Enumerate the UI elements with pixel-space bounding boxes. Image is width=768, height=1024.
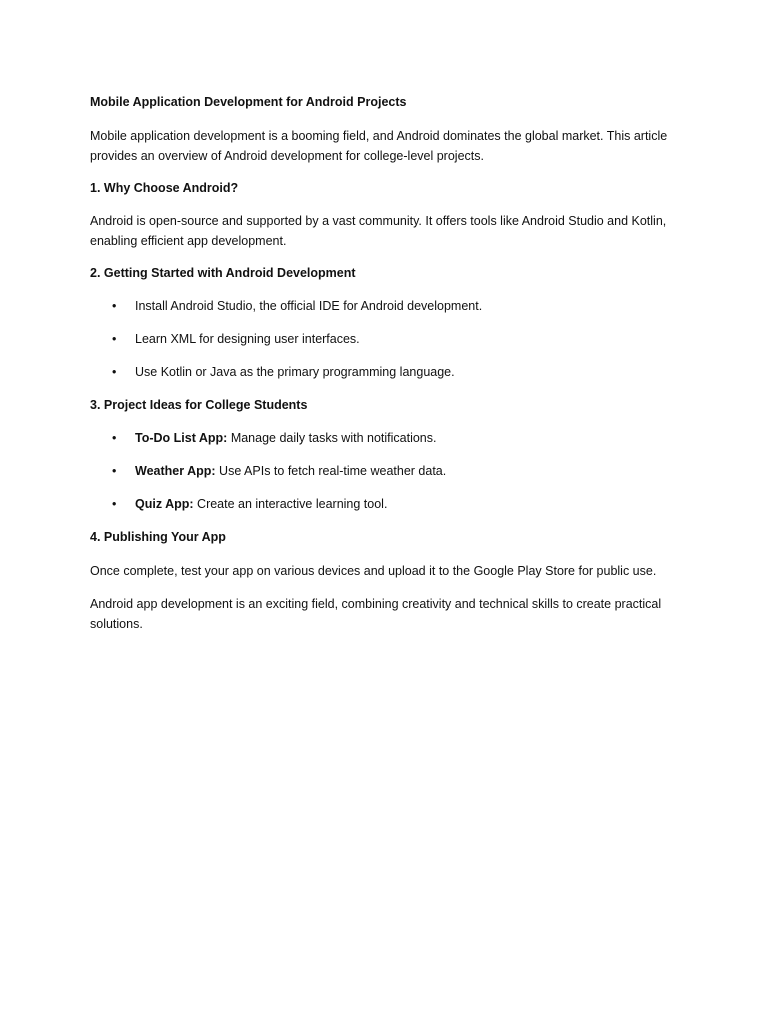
section-heading-project-ideas: 3. Project Ideas for College Students: [90, 398, 308, 412]
list-item: [90, 462, 678, 480]
list-item-term: To-Do List App:: [135, 431, 228, 445]
intro-paragraph: Mobile application development is a booming field, and Android dominates the global market. This article provides an overview of Android development for college-level projects.: [90, 129, 668, 163]
bullet-icon: •: [112, 365, 117, 379]
bullet-icon: •: [112, 431, 117, 445]
list-item-term: Weather App:: [135, 464, 216, 478]
bullet-icon: •: [112, 497, 117, 511]
document-title: Mobile Application Development for Android Projects: [90, 95, 407, 109]
bullet-icon: •: [112, 464, 117, 478]
list-item: [90, 495, 678, 513]
list-item: [90, 429, 678, 447]
list-item-text: Use Kotlin or Java as the primary programming language.: [135, 365, 455, 379]
list-item-text: Manage daily tasks with notifications.: [227, 431, 437, 445]
project-ideas-list: [90, 429, 678, 513]
why-android-paragraph: Android is open-source and supported by a vast community. It offers tools like Android Studio and Kotlin, enabling efficient app development.: [90, 214, 667, 248]
section-heading-getting-started: 2. Getting Started with Android Development: [90, 266, 356, 280]
list-item-text: Use APIs to fetch real-time weather data.: [215, 464, 447, 478]
publishing-paragraph: Once complete, test your app on various devices and upload it to the Google Play Store for public use.: [90, 564, 657, 578]
list-item-term: Quiz App:: [135, 497, 194, 511]
getting-started-list: [90, 297, 678, 381]
list-item-text: Create an interactive learning tool.: [193, 497, 388, 511]
bullet-icon: •: [112, 332, 117, 346]
bullet-icon: •: [112, 299, 117, 313]
section-heading-why-android: 1. Why Choose Android?: [90, 181, 239, 195]
list-item-text: Install Android Studio, the official IDE for Android development.: [135, 299, 483, 313]
list-item-text: Learn XML for designing user interfaces.: [135, 332, 360, 346]
list-item: [90, 297, 678, 315]
list-item: [90, 330, 678, 348]
section-heading-publishing: 4. Publishing Your App: [90, 530, 226, 544]
conclusion-paragraph: Android app development is an exciting field, combining creativity and technical skills to create practical solutions.: [90, 597, 662, 631]
list-item: [90, 363, 678, 381]
